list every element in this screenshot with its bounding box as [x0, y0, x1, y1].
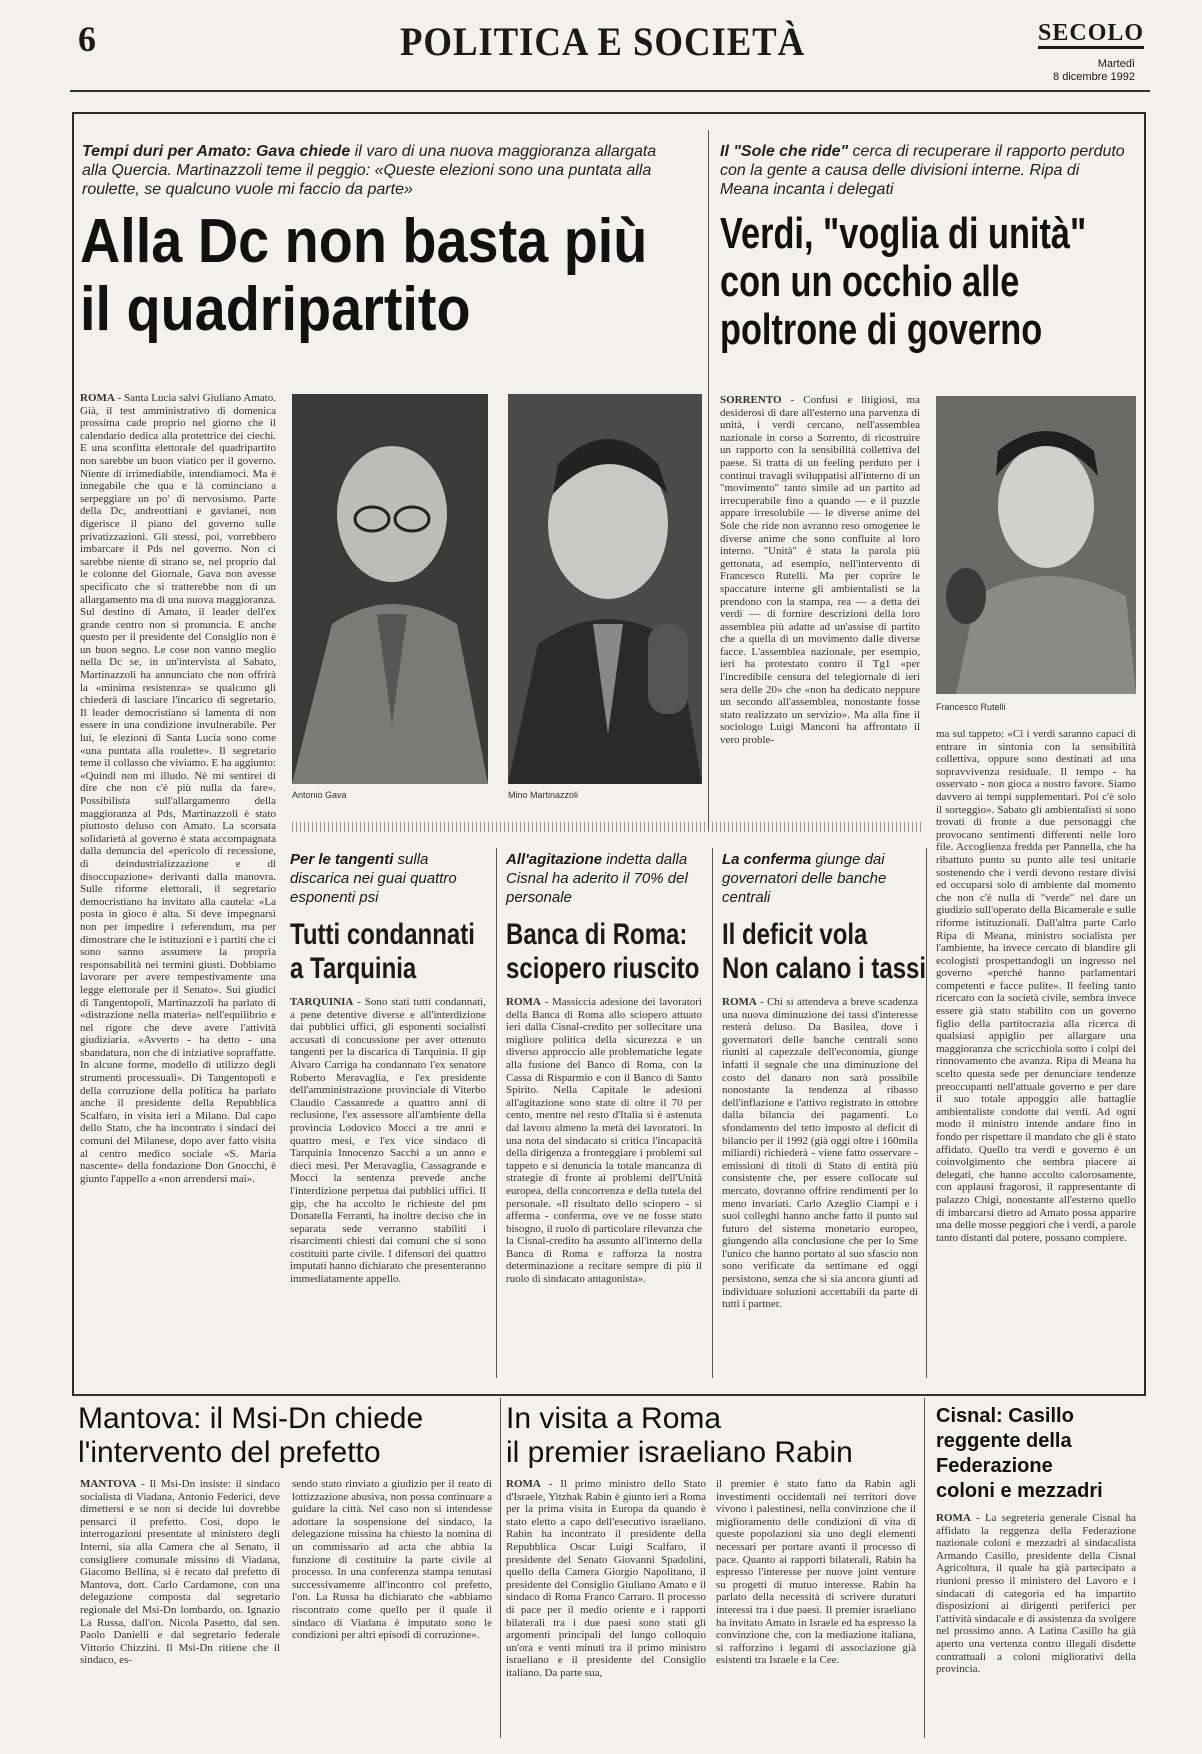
lead-headline: [80, 208, 647, 344]
deficit-dateline: ROMA: [722, 996, 757, 1008]
mantova-dateline: MANTOVA: [80, 1478, 137, 1490]
lead-body-col1: [80, 392, 276, 1362]
lead-kicker: [82, 142, 682, 199]
rabin-headline-line1: In visita a Roma: [506, 1402, 722, 1435]
tarquinia-dateline: TARQUINIA: [290, 996, 354, 1008]
decorative-rule: [292, 822, 922, 832]
rabin-body-text1: - Il primo ministro dello Stato d'Israele, Yitzhak Rabin è giunto ieri a Roma per la prima visita in Europa da quando è stato eletto a capo dell'esecutivo israeliano. Rabin ha incontrato il presidente della Repubblica Oscar Luigi Scalfaro, il presidente del Senato Giovanni Spadolini, quello della Camera Giorgio Napolitano, il presidente del Consiglio Giuliano Amato e il sindaco di Roma Franco Carraro. Il processo di pace per il medio oriente e i rapporti bilaterali tra i due paesi sono stati gli argomenti principali del lungo colloquio un'ora e venti minuti tra il primo ministro israeliano e il presidente del Consiglio italiano. Da parte sua,: [506, 1478, 706, 1679]
tarquinia-body: [290, 996, 486, 1372]
verdi-headline-line1: Verdi, "voglia di unità": [720, 209, 1087, 258]
bottom-row-rule: [72, 1394, 1142, 1396]
tarquinia-kicker-bold: Per le tangenti: [290, 851, 394, 868]
verdi-headline-line3: poltrone di governo: [720, 305, 1043, 354]
rabin-headline-line2: il premier israeliano Rabin: [506, 1436, 853, 1469]
cisnal-headline: [936, 1404, 1103, 1504]
photo-francesco-rutelli: [936, 396, 1136, 694]
verdi-kicker-bold: Il "Sole che ride": [720, 143, 849, 160]
column-divider: [708, 130, 709, 830]
issue-date: [1035, 58, 1135, 84]
rabin-body-col2: [716, 1478, 916, 1740]
caption-rutelli: Francesco Rutelli: [936, 702, 1006, 712]
verdi-body-text1: - Confusi e litigiosi, ma desiderosi di dare all'esterno una parvenza di unità, i verdi cercano, nell'assemblea nazionale in corso a Sorrento, di ricostruire un rapporto con la sensibilità collettiva del paese. Si tratta di un feeling perduto per i continui travagli sviluppatisi all'interno di un "movimento" tanto simile ad un partito ad irrecuperabile fino a quando — e il puzzle appare irresolubile — le diverse anime del Sole che ride non avranno reso omogenee le diverse anime che sono confluite al loro interno. "Unità" è stata la parola più gettonata, ad esempio, nell'intervento di Francesco Rutelli. Ma per coprire le spaccature interne gli ambientalisti se la prendono con la stampa, rea — a detta dei verdi — di fornire descrizioni della loro assemblea più adatte ad un'assise di partito che a quella di un movimento dalle diverse facce. L'assemblea nazionale, per esempio, ieri ha protestato contro il Tg1 «per l'incredibile censura del telegiornale di ieri sera delle 20» che «non ha dedicato neppure un secondo all'assemblea, nonostante fosse stato realizzato un servizio». Ma alla fine il sociologo Luigi Manconi ha affrontato il vero proble-: [720, 394, 920, 747]
tarquinia-headline-line2: a Tarquinia: [290, 952, 417, 985]
photo-antonio-gava: [292, 394, 488, 784]
banca-kicker-rest: indetta dalla Cisnal ha aderito il 70% del personale: [506, 851, 688, 906]
issue-full-date: 8 dicembre 1992: [1053, 71, 1135, 83]
deficit-body-text: - Chi si attendeva a breve scadenza una nuova diminuzione dei tassi d'interesse resterà deluso. Da Basilea, dove i governatori delle banche centrali sono riuniti al capezzale dell'economia, giunge infatti il segnale che una diminuzione del costo del danaro non sarà possibile nonostante la tendenza al ribasso dell'inflazione e l'attivo registrato in ottobre dalla bilancia dei pagamenti. Lo sfondamento del tetto imposto al deficit di bilancio per il 1992 (già oggi oltre i 160mila miliardi) richiederà - viene fatto osservare - emissioni di titoli di Stato di entità più consistente che, per essere collocate sul mercato, dovranno offrire rendimenti per lo meno invariati. Carlo Azeglio Ciampi e i suoi colleghi hanno anche fatto il punto sul futuro del sistema monetario europeo, giungendo alla conclusione che per lo Sme l'unico che hanno portato al suo sfascio non sono verificate da settimane ed oggi persistono, senza che si sia ancora giunti ad individuare soluzioni accettabili da parte di tutti i partner.: [722, 996, 918, 1311]
banca-body: [506, 996, 702, 1372]
banca-headline-line2: sciopero riuscito: [506, 952, 700, 985]
caption-martinazzoli: Mino Martinazzoli: [508, 790, 579, 800]
page-number: 6: [78, 19, 96, 59]
deficit-headline-line1: Il deficit vola: [722, 918, 868, 951]
cisnal-headline-line1: Cisnal: Casillo: [936, 1405, 1074, 1427]
lead-kicker-bold: Tempi duri per Amato: Gava chiede: [82, 143, 351, 160]
verdi-body-col2: [936, 728, 1136, 1376]
photo-mino-martinazzoli: [508, 394, 702, 784]
verdi-body-col1: [720, 394, 920, 814]
tarquinia-body-text: - Sono stati tutti condannati, a pene detentive diverse e all'interdizione dai pubblici uffici, gli esponenti socialisti accusati di concussione per aver ottenuto tangenti per la discarica di Tarquinia. Il gip Alvaro Carriga ha condannato l'ex senatore Roberto Meravaglia, e l'ex presidente dell'amministrazione provinciale di Viterbo Claudio Cassanrede a quattro anni di reclusione, l'ex assessore all'ambiente della provincia Lodovico Mocci a tre anni e quattro mesi, e l'ex vice sindaco di Tarquinia Innocenzo Sacchi a un anno e dieci mesi. Per Meravaglia, Cassagrande e Mocci la sentenza prevede anche l'interdizione perpetua dai pubblici uffici. Il gip, che ha accolto le richieste del pm Donatella Ferranti, ha inoltre deciso che in separata sede verranno stabiliti i risarcimenti chiesti dai comuni che si sono costituiti parte civile. I difensori dei quattro imputati hanno dichiarato che presenteranno immediatamente appello.: [290, 996, 486, 1286]
deficit-kicker-rest: giunge dai governatori delle banche centrali: [722, 851, 887, 906]
tarquinia-headline: [290, 918, 475, 986]
cisnal-headline-line2: reggente della: [936, 1430, 1072, 1452]
lead-body-text1: - Santa Lucia salvi Giuliano Amato. Già, il test amministrativo di domenica prossima cade proprio nel giorno che il calendario dedica alla protettrice dei ciechi. E una sconfitta elettorale del quadripartito non sarebbe un buon viatico per il governo. Niente di irrimediabile, intendiamoci. Ma è innegabile che qua e là cominciano a serpeggiare un po' di nervosismo. Parte della Dc, andreottiani e gavianei, non digerisce il piano del governo sulle privatizzazioni. Gli stessi, poi, vorrebbero imbarcare il Pds nel governo. Non ci sarebbe niente di strano se, nel proprio dal le colonne del Giornale, Gava non avesse specificato che si tratterebbe non di un allargamento ma di una nuova maggioranza. Sul destino di Amato, il leader dell'ex grande centro non si pronuncia. E anche questo per il presidente del Consiglio non è un buon segno. Le cose non vanno meglio nella Dc se, in un'intervista al Sabato, Martinazzoli ha annunciato che non offrirà la «minima resistenza» se qualcuno gli chiederà di lasciare l'incarico di segretario.: [80, 392, 276, 707]
rabin-body-text2: il premier è stato fatto da Rabin agli investimenti occidentali nei territori dove vivono i palestinesi, nella convinzione che il miglioramento delle condizioni di vita di queste popolazioni sia uno degli elementi necessari per portare avanti il processo di pace. Quanto ai rapporti bilaterali, Rabin ha espresso l'interesse per nuove joint venture su progetti di mutuo interesse. Rabin ha parlato della necessità di scrivere duraturi interessi tra i due paesi. Il premier israeliano ha invitato Amato in Israele ed ha espresso la convinzione che, con la mediazione italiana, si rafforzino i legami di associazione già esistenti tra Israele e la Cee.: [716, 1478, 916, 1667]
column-divider: [500, 1398, 501, 1738]
deficit-kicker: [722, 850, 917, 907]
lead-kicker-rest: il varo di una nuova maggioranza allargata alla Quercia. Martinazzoli teme il peggio: «Queste elezioni sono una puntata alla roulette, se qualcuno vuole mi faccio da parte»: [82, 143, 657, 198]
verdi-dateline: SORRENTO: [720, 394, 782, 406]
verdi-kicker-rest: cerca di recuperare il rapporto perduto con la gente a causa delle divisioni interne. Ripa di Meana incanta i delegati: [720, 143, 1125, 198]
deficit-body: [722, 996, 918, 1372]
banca-headline: [506, 918, 699, 986]
column-divider: [496, 848, 497, 1378]
tarquinia-headline-line1: Tutti condannati: [290, 918, 475, 951]
deficit-headline: [722, 918, 926, 986]
verdi-headline-line2: con un occhio alle: [720, 257, 1020, 306]
cisnal-headline-line4: coloni e mezzadri: [936, 1480, 1103, 1502]
lead-body-text2: Il leader democristiano si lamenta di non essere in una condizione invulnerabile. Per lui, le elezioni di Santa Lucia sono come «una puntata alla roulette». Il segretario teme il collasso che viviamo. E ha aggiunto: «Quindi non mi illudo. Nè mi sentirei di dire che non c'è più nulla da fare». Possibilista sull'allargamento della maggioranza al Pds, Martinazzoli è stato piuttosto deluso con Amato. La scorsata solidarietà al governo è stata accompagnata dalla denuncia del «pericolo di recessione, di deindustrializzazione e di disoccupazione» derivanti dalla manovra. Sulle riforme elettorali, il segretario democristiano ha invitato alla cautela: «La posta in gioco è alta. Si deve impegnarsi non per impedire i referendum, ma per dimostrare che le istituzioni e i partiti che ci sono sanno assumere la propria responsabilità nei termini giusti. Dobbiamo lavorare per avere tempestivamente una legge elettorale per il Senato». Sui giudici di Tangentopoli, Martinazzoli ha parlato di «distrazione nella materia» nell'equilibrio e nel rigore che deve avere l'attività giudiziaria. «Avverto - ha detto - una sbandatura, non che di iniziative sopraffatte. In alcune forme, modello di utilizzo degli strumenti processuali». Di Tangentopoli e della corruzione della politica ha parlato anche il presidente della Repubblica Scalfaro, in visita ieri a Milano. Dal capo dello Stato, che ha incontrato i sindaci dei comuni del Milanese, dopo aver fatto visita al centro medico sociale «S. Maria nascente» della fondazione Don Gnocchi, è giunto l'appello a «non arrendersi mai».: [80, 706, 276, 1185]
banca-headline-line1: Banca di Roma:: [506, 918, 688, 951]
column-divider: [712, 848, 713, 1378]
column-divider: [926, 848, 927, 1378]
lead-dateline: ROMA: [80, 392, 115, 404]
newspaper-logo: SECOLO: [1038, 20, 1144, 49]
banca-kicker: [506, 850, 701, 907]
issue-day: Martedì: [1097, 58, 1135, 70]
banca-dateline: ROMA: [506, 996, 541, 1008]
mantova-headline-line1: Mantova: il Msi-Dn chiede: [78, 1402, 424, 1435]
tarquinia-kicker: [290, 850, 485, 907]
mantova-body-text2: sendo stato rinviato a giudizio per il reato di lottizzazione abusiva, non possa continuare a guidare la città. Nel caso non si intendesse adottare la sospensione del sindaco, la delegazione missina ha chiesto la nomina di un commissario ad acta che abbia la funzione di costituire la parte civile al processo. In una conferenza stampa tenutasi successivamente all'incontro col prefetto, l'on. La Russa ha dichiarato che «abbiamo riscontrato come quello per il quale il sindaco di Viadana è imputato sono le condizioni per altri episodi di corruzione».: [292, 1478, 492, 1642]
rabin-headline: [506, 1402, 853, 1470]
verdi-body-text2: ma sul tappeto: «Ci i verdi saranno capaci di entrare in sintonia con la sensibilità collettiva, oppure sono destinati ad una sopravvivenza residuale. Il tempo - ha osservato - non gioca a nostro favore. Siamo davvero ai tempi supplementari. Poi c'è solo il sorteggio». Sabato gli ambientalisti si sono trovati di fronte a due personaggi che provocano sentimenti differenti nelle loro file. Accoglienza fredda per Pannella, che ha ribattuto punto su punto alle tesi unitarie sostenendo che i verdi devono restare divisi ed occuparsi solo di ambiente dal momento che non c'è nulla di "verde" nel dare un giudizio sull'operato della Bicamerale e sulle riforme istituzionali. Dall'altra parte Carlo Ripa di Meana, ministro socialista per l'ambiente, ha invece cercato di blandire gli ecologisti prospettandogli un ingresso nel governo «perché hanno parlamentari competenti e facce pulite». Il feeling tanto ricercato con la società civile, sembra invece essere già stato stabilito con un governo figlio della partitocrazia alla ricerca di qualsiasi appiglio per allargare una maggioranza che scricchiola sotto i colpi del rinnovamento che avanza. Ripa di Meana ha scelto questa sede per denunciare tendenze preoccupanti nell'attuale governo e per dare il suo totale appoggio alle battaglie ambientaliste condotte dai verdi. Ad ogni modo il ministro intende andare fino in fondo per rispettare il mandato che gli è stato affidato. Quello tra verdi e governo è un coinvolgimento che sembra piacere ai delegati, che hanno accolto calorosamente, con applausi fragorosi, il rappresentante di palazzo Chigi, nonostante all'esterno quello di imbarcarsi dietro ad Amato possa apparire una delle mosse peggiori che i verdi, a parole tanto distanti dal potere, possano compiere.: [936, 728, 1136, 1244]
banca-body-text: - Massiccia adesione dei lavoratori della Banca di Roma allo sciopero attuato ieri dalla Cisnal-credito per sollecitare una migliore politica della sicurezza e un diverso approccio alle problematiche legate alla fusione del Banco di Roma, con la Cassa di Risparmio e con il Banco di Santo Spirito. Nella Capitale le adesioni all'agitazione sono state di oltre il 70 per cento, mentre nel resto d'Italia si è astenuta dal lavoro almeno la metà dei lavoratori. In una nota del sindacato si critica l'incapacità della dirigenza a fronteggiare i problemi sul tappeto e si denuncia la totale mancanza di strategie di fronte ai problemi dell'Unità europea, della concorrenza e della tutela del personale. «Il risultato dello sciopero - si afferma - conferma, ove ve ne fosse stato bisogno, il ruolo di particolare rilevanza che la Cisnal-credito ha assunto all'interno della Banca di Roma e rafforza la nostra determinazione a recitare sempre di più il ruolo di sindacato antagonista».: [506, 996, 702, 1286]
banca-kicker-bold: All'agitazione: [506, 851, 603, 868]
lead-headline-line2: il quadripartito: [80, 275, 471, 344]
rabin-body-col1: [506, 1478, 706, 1740]
cisnal-headline-line3: Federazione: [936, 1455, 1053, 1477]
cisnal-body-text: - La segreteria generale Cisnal ha affidato la reggenza della Federazione nazionale coloni e mezzadri al sindacalista Armando Casillo, presidente della Cisnal Agricoltura, il quale ha già partecipato a riunioni presso il ministero del Lavoro e i sindacati di categoria ed ha impartito disposizioni ai dirigenti periferici per l'attività sindacale e di assistenza da svolgere nel prossimo anno. A Latina Casillo ha già aperto una vertenza contro illegali disdette contrattuali a coloni migliorativi della provincia.: [936, 1512, 1136, 1676]
section-title: POLITICA E SOCIETÀ: [400, 19, 806, 64]
verdi-kicker: [720, 142, 1130, 199]
masthead-rule: [70, 90, 1150, 92]
deficit-kicker-bold: La conferma: [722, 851, 812, 868]
mantova-headline: [78, 1402, 423, 1470]
tarquinia-kicker-rest: sulla discarica nei guai quattro esponenti psi: [290, 851, 457, 906]
mantova-headline-line2: l'intervento del prefetto: [78, 1436, 381, 1469]
deficit-headline-line2: Non calano i tassi: [722, 952, 927, 985]
mantova-body-text1: - Il Msi-Dn insiste: il sindaco socialista di Viadana, Antonio Federici, deve dimettersi e se non si decide lui dovrebbe pensarci il prefetto. Così, dopo le interrogazioni presentate al ministero degli Interni, sia alla Camera che al Senato, il consigliere comunale missino di Viadana, Giacomo Bellina, si è recato dal prefetto di Mantova, dott. Carlo Cardamone, con una delegazione composta dal segretario regionale del Msi-Dn lombardo, on. Ignazio La Russa, dall'on. Nicola Pasetto, dal sen. Paolo Danielli e dal segretario federale Vittorio Chizzini. Il Msi-Dn ritiene che il sindaco, es-: [80, 1478, 280, 1667]
column-divider: [924, 1398, 925, 1738]
cisnal-dateline: ROMA: [936, 1512, 971, 1524]
mantova-body-col1: [80, 1478, 280, 1740]
lead-headline-line1: Alla Dc non basta più: [80, 207, 648, 276]
caption-gava: Antonio Gava: [292, 790, 347, 800]
verdi-headline: [720, 210, 1086, 354]
cisnal-body: [936, 1512, 1136, 1740]
mantova-body-col2: [292, 1478, 492, 1740]
rabin-dateline: ROMA: [506, 1478, 541, 1490]
